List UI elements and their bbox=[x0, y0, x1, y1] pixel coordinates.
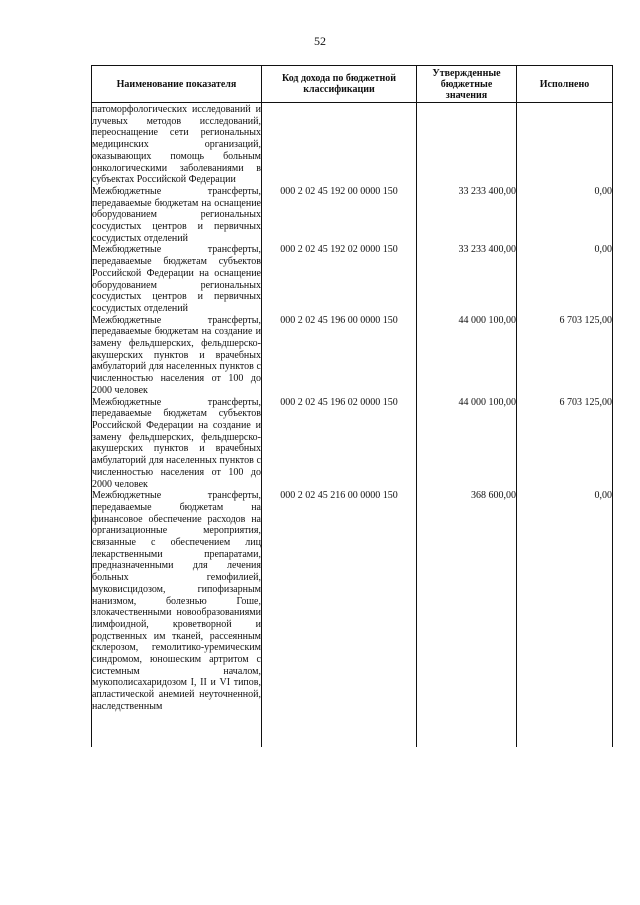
approved-value-cell: 44 000 100,00 bbox=[417, 397, 517, 491]
executed-value-cell: 6 703 125,00 bbox=[517, 397, 613, 491]
approved-value-cell: 368 600,00 bbox=[417, 490, 517, 747]
indicator-name-cell: Межбюджетные трансферты, передаваемые бюджетам субъектов Российской Федерации на оснащение оборудованием региональных сосудистых центров и первичных сосудистых отделений bbox=[92, 244, 261, 314]
table-row bbox=[92, 186, 613, 245]
executed-value-cell: 6 703 125,00 bbox=[517, 315, 613, 397]
revenue-code-cell: 000 2 02 45 192 02 0000 150 bbox=[262, 244, 417, 314]
budget-revenue-table bbox=[91, 65, 613, 747]
approved-value-cell bbox=[417, 103, 517, 186]
approved-value-cell: 33 233 400,00 bbox=[417, 186, 517, 245]
revenue-code-cell: 000 2 02 45 216 00 0000 150 bbox=[262, 490, 417, 747]
revenue-code-cell bbox=[262, 103, 417, 186]
approved-value-cell: 44 000 100,00 bbox=[417, 315, 517, 397]
table-row bbox=[92, 490, 613, 747]
indicator-name-cell: Межбюджетные трансферты, передаваемые бюджетам субъектов Российской Федерации на создание и замену фельдшерских, фельдшерско-акушерских пунктов и врачебных амбулаторий для населенных пунктов с численностью населения от 100 до 2000 человек bbox=[92, 396, 261, 490]
approved-value-cell: 33 233 400,00 bbox=[417, 244, 517, 314]
table-row bbox=[92, 244, 613, 314]
table-row bbox=[92, 315, 613, 397]
revenue-code-cell: 000 2 02 45 196 02 0000 150 bbox=[262, 397, 417, 491]
executed-value-cell: 0,00 bbox=[517, 490, 613, 747]
header-executed: Исполнено bbox=[517, 66, 613, 103]
header-revenue-code: Код дохода по бюджетной классификации bbox=[262, 66, 417, 103]
table-row bbox=[92, 103, 613, 186]
executed-value-cell: 0,00 bbox=[517, 186, 613, 245]
indicator-name-cell: патоморфологических исследований и лучевых методов исследований, переоснащение сети региональных медицинских организаций, оказывающих помощь больным онкологическими заболеваниями в субъектах Российской Федерации bbox=[92, 104, 261, 186]
indicator-name-cell: Межбюджетные трансферты, передаваемые бюджетам на оснащение оборудованием региональных сосудистых центров и первичных сосудистых отделений bbox=[92, 185, 261, 244]
header-approved-values: Утвержденные бюджетные значения bbox=[417, 66, 517, 103]
revenue-code-cell: 000 2 02 45 196 00 0000 150 bbox=[262, 315, 417, 397]
executed-value-cell bbox=[517, 103, 613, 186]
revenue-code-cell: 000 2 02 45 192 00 0000 150 bbox=[262, 186, 417, 245]
indicator-name-cell: Межбюджетные трансферты, передаваемые бюджетам на создание и замену фельдшерских, фельдшерско-акушерских пунктов и врачебных амбулаторий для населенных пунктов с численностью населения от 100 до 2000 человек bbox=[92, 314, 261, 396]
table-header-row bbox=[92, 66, 613, 103]
executed-value-cell: 0,00 bbox=[517, 244, 613, 314]
page-number: 52 bbox=[314, 34, 326, 48]
header-indicator-name: Наименование показателя bbox=[92, 66, 262, 103]
table-row bbox=[92, 397, 613, 491]
indicator-name-cell: Межбюджетные трансферты, передаваемые бюджетам на финансовое обеспечение расходов на организационные мероприятия, связанные с обеспечением лиц лекарственными препаратами, предназначенными для лечения больных гемофилией, муковисцидозом, гипофизарным нанизмом, болезнью Гоше, злокачественными новообразованиями лимфоидной, кроветворной и родственных им тканей, рассеянным склерозом, гемолитико-уремическим синдромом, юношеским артритом с системным началом, мукополисахаридозом I, II и VI типов, апластической анемией неуточненной, наследственным bbox=[92, 490, 262, 747]
